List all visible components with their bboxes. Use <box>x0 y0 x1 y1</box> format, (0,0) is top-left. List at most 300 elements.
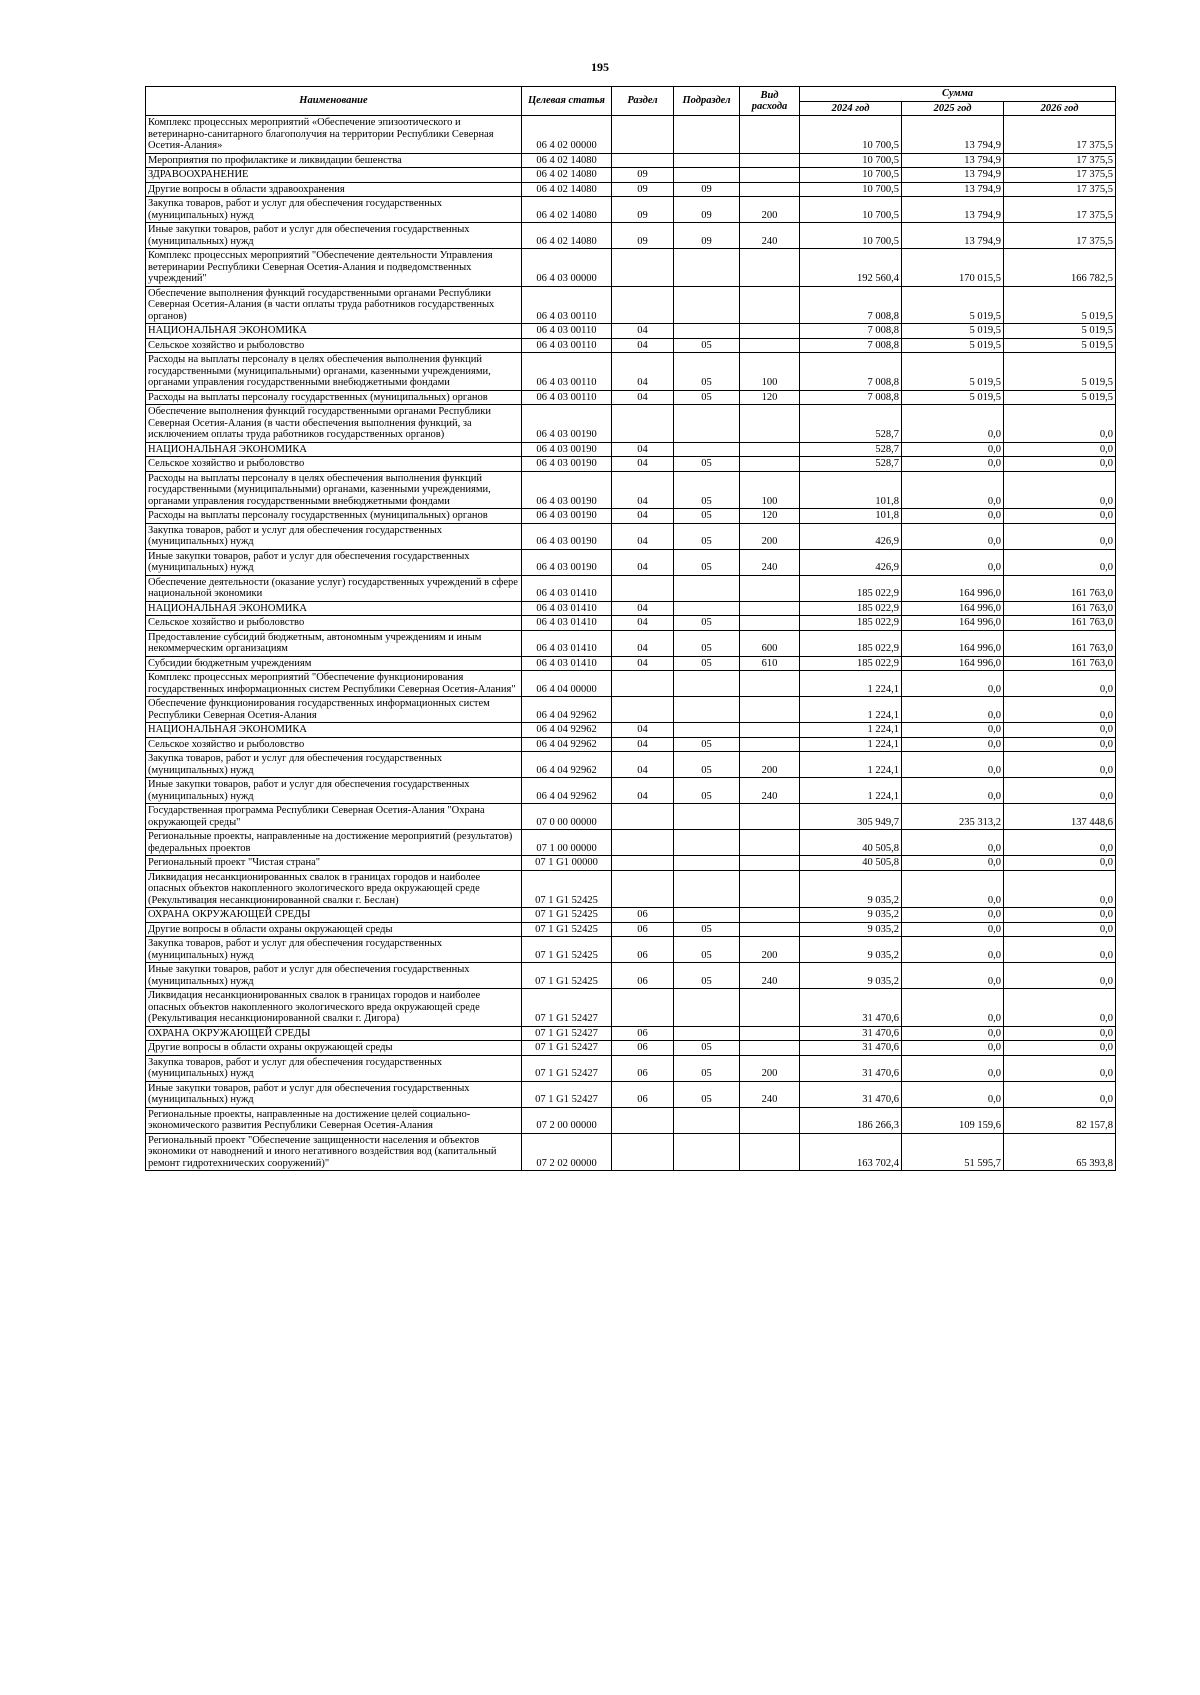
table-cell-2026: 0,0 <box>1004 671 1116 697</box>
table-cell-expense-type <box>740 989 800 1027</box>
table-cell-subsection <box>674 856 740 871</box>
table-row <box>146 405 1116 443</box>
table-cell-section: 06 <box>612 937 674 963</box>
table-row <box>146 601 1116 616</box>
table-cell-expense-type: 240 <box>740 549 800 575</box>
table-cell-subsection <box>674 168 740 183</box>
table-cell-subsection <box>674 989 740 1027</box>
table-cell-expense-type: 200 <box>740 197 800 223</box>
table-row <box>146 1081 1116 1107</box>
table-cell-2024: 1 224,1 <box>800 778 902 804</box>
table-cell-section: 09 <box>612 182 674 197</box>
table-cell-2025: 13 794,9 <box>902 197 1004 223</box>
table-cell-name: Обеспечение функционирования государственных информационных систем Республики Северная Осетия-Алания <box>146 697 522 723</box>
table-cell-target: 06 4 02 14080 <box>522 197 612 223</box>
table-cell-expense-type <box>740 1026 800 1041</box>
table-cell-expense-type <box>740 601 800 616</box>
budget-table <box>145 86 1116 1171</box>
table-cell-expense-type <box>740 324 800 339</box>
table-cell-subsection <box>674 405 740 443</box>
table-cell-expense-type <box>740 1041 800 1056</box>
table-cell-name: Обеспечение деятельности (оказание услуг) государственных учреждений в сфере национальной экономики <box>146 575 522 601</box>
table-cell-2024: 7 008,8 <box>800 353 902 391</box>
table-cell-expense-type <box>740 804 800 830</box>
table-cell-2025: 0,0 <box>902 442 1004 457</box>
table-cell-2024: 7 008,8 <box>800 286 902 324</box>
table-cell-target: 06 4 02 14080 <box>522 182 612 197</box>
table-cell-expense-type: 200 <box>740 523 800 549</box>
header-2024: 2024 год <box>800 101 902 116</box>
table-cell-name: Обеспечение выполнения функций государственными органами Республики Северная Осетия-Алания (в части обеспечения выполнения функций, за исключением оплаты труда работников государственных органов) <box>146 405 522 443</box>
table-row <box>146 353 1116 391</box>
table-cell-target: 07 1 G1 00000 <box>522 856 612 871</box>
table-cell-2025: 0,0 <box>902 856 1004 871</box>
table-cell-2026: 161 763,0 <box>1004 630 1116 656</box>
table-cell-2024: 163 702,4 <box>800 1133 902 1171</box>
table-cell-2024: 185 022,9 <box>800 630 902 656</box>
table-cell-2026: 0,0 <box>1004 457 1116 472</box>
table-cell-expense-type <box>740 1107 800 1133</box>
table-cell-2024: 9 035,2 <box>800 937 902 963</box>
table-cell-section <box>612 1133 674 1171</box>
table-row <box>146 723 1116 738</box>
table-cell-2024: 9 035,2 <box>800 870 902 908</box>
table-cell-subsection <box>674 153 740 168</box>
table-cell-section <box>612 405 674 443</box>
table-cell-section: 04 <box>612 457 674 472</box>
table-cell-expense-type <box>740 182 800 197</box>
table-cell-expense-type <box>740 737 800 752</box>
table-cell-2024: 1 224,1 <box>800 737 902 752</box>
table-cell-name: Иные закупки товаров, работ и услуг для обеспечения государственных (муниципальных) нужд <box>146 963 522 989</box>
table-cell-2026: 17 375,5 <box>1004 223 1116 249</box>
table-cell-target: 06 4 03 00190 <box>522 405 612 443</box>
table-cell-subsection: 05 <box>674 630 740 656</box>
table-cell-expense-type: 240 <box>740 778 800 804</box>
table-row <box>146 390 1116 405</box>
table-cell-section: 04 <box>612 523 674 549</box>
table-cell-2026: 0,0 <box>1004 937 1116 963</box>
table-row <box>146 442 1116 457</box>
table-cell-expense-type <box>740 870 800 908</box>
table-cell-2026: 17 375,5 <box>1004 116 1116 154</box>
table-cell-2026: 17 375,5 <box>1004 197 1116 223</box>
table-cell-subsection: 05 <box>674 457 740 472</box>
table-cell-2026: 0,0 <box>1004 509 1116 524</box>
table-cell-expense-type <box>740 575 800 601</box>
table-cell-section: 04 <box>612 737 674 752</box>
table-cell-section <box>612 671 674 697</box>
table-cell-target: 07 1 G1 52427 <box>522 1081 612 1107</box>
table-row <box>146 116 1116 154</box>
table-cell-2026: 0,0 <box>1004 908 1116 923</box>
table-cell-name: Другие вопросы в области охраны окружающей среды <box>146 922 522 937</box>
table-cell-name: Расходы на выплаты персоналу в целях обеспечения выполнения функций государственными (муниципальными) органами, казенными учреждениями, органами управления государственными внебюджетными фондами <box>146 471 522 509</box>
table-cell-target: 06 4 03 00110 <box>522 390 612 405</box>
table-cell-2024: 185 022,9 <box>800 656 902 671</box>
table-cell-subsection <box>674 1026 740 1041</box>
table-cell-section: 04 <box>612 752 674 778</box>
table-cell-section <box>612 856 674 871</box>
table-row <box>146 509 1116 524</box>
table-cell-2024: 10 700,5 <box>800 223 902 249</box>
table-cell-target: 06 4 04 92962 <box>522 723 612 738</box>
table-cell-subsection: 09 <box>674 197 740 223</box>
table-cell-2025: 0,0 <box>902 989 1004 1027</box>
table-row <box>146 922 1116 937</box>
table-cell-expense-type: 200 <box>740 752 800 778</box>
table-cell-section: 04 <box>612 324 674 339</box>
table-cell-subsection: 05 <box>674 1081 740 1107</box>
table-row <box>146 656 1116 671</box>
table-cell-2024: 185 022,9 <box>800 616 902 631</box>
table-cell-subsection: 05 <box>674 922 740 937</box>
table-cell-name: Региональные проекты, направленные на достижение мероприятий (результатов) федеральных проектов <box>146 830 522 856</box>
table-cell-subsection <box>674 1133 740 1171</box>
table-cell-name: Предоставление субсидий бюджетным, автономным учреждениям и иным некоммерческим организациям <box>146 630 522 656</box>
table-cell-subsection <box>674 601 740 616</box>
table-cell-2026: 65 393,8 <box>1004 1133 1116 1171</box>
table-cell-expense-type <box>740 616 800 631</box>
table-row <box>146 1041 1116 1056</box>
table-cell-2026: 17 375,5 <box>1004 153 1116 168</box>
table-cell-section <box>612 697 674 723</box>
table-cell-expense-type: 120 <box>740 390 800 405</box>
table-cell-section <box>612 116 674 154</box>
table-cell-section: 06 <box>612 1041 674 1056</box>
table-cell-expense-type <box>740 856 800 871</box>
table-cell-subsection <box>674 723 740 738</box>
table-cell-2024: 7 008,8 <box>800 324 902 339</box>
table-cell-name: Государственная программа Республики Северная Осетия-Алания "Охрана окружающей среды" <box>146 804 522 830</box>
table-cell-2025: 164 996,0 <box>902 656 1004 671</box>
table-cell-subsection: 05 <box>674 523 740 549</box>
table-cell-2026: 137 448,6 <box>1004 804 1116 830</box>
table-row <box>146 856 1116 871</box>
table-cell-name: Иные закупки товаров, работ и услуг для обеспечения государственных (муниципальных) нужд <box>146 778 522 804</box>
table-cell-target: 06 4 03 01410 <box>522 630 612 656</box>
table-cell-2025: 0,0 <box>902 405 1004 443</box>
table-cell-section: 06 <box>612 922 674 937</box>
table-cell-name: Сельское хозяйство и рыболовство <box>146 338 522 353</box>
table-cell-name: НАЦИОНАЛЬНАЯ ЭКОНОМИКА <box>146 723 522 738</box>
table-cell-2024: 10 700,5 <box>800 197 902 223</box>
table-row <box>146 671 1116 697</box>
table-cell-2025: 0,0 <box>902 697 1004 723</box>
table-cell-2025: 164 996,0 <box>902 630 1004 656</box>
table-cell-section: 06 <box>612 908 674 923</box>
table-cell-expense-type: 240 <box>740 1081 800 1107</box>
table-row <box>146 804 1116 830</box>
table-cell-2024: 426,9 <box>800 549 902 575</box>
table-cell-name: Иные закупки товаров, работ и услуг для обеспечения государственных (муниципальных) нужд <box>146 1081 522 1107</box>
table-cell-subsection: 05 <box>674 937 740 963</box>
table-cell-2025: 0,0 <box>902 1041 1004 1056</box>
table-cell-subsection: 05 <box>674 471 740 509</box>
table-cell-section <box>612 249 674 287</box>
table-cell-2025: 51 595,7 <box>902 1133 1004 1171</box>
table-cell-subsection <box>674 575 740 601</box>
table-cell-2025: 0,0 <box>902 549 1004 575</box>
header-2025: 2025 год <box>902 101 1004 116</box>
table-cell-2025: 0,0 <box>902 830 1004 856</box>
header-subsection: Подраздел <box>674 87 740 116</box>
table-cell-target: 06 4 02 14080 <box>522 223 612 249</box>
table-cell-subsection <box>674 324 740 339</box>
table-row <box>146 989 1116 1027</box>
table-cell-subsection <box>674 249 740 287</box>
table-cell-2026: 0,0 <box>1004 1041 1116 1056</box>
table-cell-2026: 5 019,5 <box>1004 286 1116 324</box>
table-cell-2026: 5 019,5 <box>1004 338 1116 353</box>
table-cell-target: 07 1 G1 52425 <box>522 908 612 923</box>
table-cell-2026: 0,0 <box>1004 870 1116 908</box>
table-cell-expense-type: 240 <box>740 223 800 249</box>
table-cell-section: 04 <box>612 442 674 457</box>
table-cell-target: 06 4 03 00110 <box>522 324 612 339</box>
table-cell-name: Сельское хозяйство и рыболовство <box>146 737 522 752</box>
table-cell-target: 07 1 G1 52427 <box>522 1026 612 1041</box>
table-cell-2024: 7 008,8 <box>800 338 902 353</box>
table-cell-2026: 0,0 <box>1004 523 1116 549</box>
table-cell-2024: 31 470,6 <box>800 989 902 1027</box>
table-cell-2024: 185 022,9 <box>800 575 902 601</box>
table-cell-target: 07 1 G1 52427 <box>522 1055 612 1081</box>
table-cell-name: Субсидии бюджетным учреждениям <box>146 656 522 671</box>
table-cell-2024: 186 266,3 <box>800 1107 902 1133</box>
table-cell-expense-type: 240 <box>740 963 800 989</box>
table-cell-2024: 7 008,8 <box>800 390 902 405</box>
table-cell-target: 06 4 03 01410 <box>522 575 612 601</box>
table-cell-section: 04 <box>612 509 674 524</box>
table-cell-2024: 1 224,1 <box>800 671 902 697</box>
table-cell-2025: 5 019,5 <box>902 338 1004 353</box>
table-cell-section: 04 <box>612 549 674 575</box>
table-row <box>146 1133 1116 1171</box>
table-cell-2024: 426,9 <box>800 523 902 549</box>
table-cell-expense-type <box>740 153 800 168</box>
table-row <box>146 523 1116 549</box>
table-cell-subsection: 05 <box>674 656 740 671</box>
table-cell-2025: 13 794,9 <box>902 116 1004 154</box>
table-cell-section: 09 <box>612 197 674 223</box>
table-cell-section: 04 <box>612 778 674 804</box>
table-cell-section: 04 <box>612 630 674 656</box>
table-row <box>146 737 1116 752</box>
table-cell-section: 04 <box>612 471 674 509</box>
table-cell-section: 06 <box>612 963 674 989</box>
table-cell-2026: 0,0 <box>1004 697 1116 723</box>
table-cell-expense-type <box>740 908 800 923</box>
table-cell-name: Иные закупки товаров, работ и услуг для обеспечения государственных (муниципальных) нужд <box>146 223 522 249</box>
table-cell-expense-type: 600 <box>740 630 800 656</box>
table-cell-subsection: 05 <box>674 737 740 752</box>
table-cell-2025: 5 019,5 <box>902 390 1004 405</box>
table-cell-2024: 9 035,2 <box>800 908 902 923</box>
table-row <box>146 575 1116 601</box>
table-cell-2026: 5 019,5 <box>1004 390 1116 405</box>
table-cell-2025: 109 159,6 <box>902 1107 1004 1133</box>
table-cell-target: 06 4 04 92962 <box>522 737 612 752</box>
table-row <box>146 197 1116 223</box>
table-row <box>146 338 1116 353</box>
table-cell-name: Ликвидация несанкционированных свалок в границах городов и наиболее опасных объектов накопленного экологического вреда окружающей среде (Рекультивация несанкционированной свалки г. Беслан) <box>146 870 522 908</box>
table-cell-2025: 0,0 <box>902 671 1004 697</box>
table-row <box>146 830 1116 856</box>
table-cell-2025: 0,0 <box>902 509 1004 524</box>
table-cell-name: Закупка товаров, работ и услуг для обеспечения государственных (муниципальных) нужд <box>146 523 522 549</box>
table-cell-target: 06 4 03 00190 <box>522 457 612 472</box>
table-cell-name: Иные закупки товаров, работ и услуг для обеспечения государственных (муниципальных) нужд <box>146 549 522 575</box>
table-body <box>146 116 1116 1171</box>
table-cell-target: 06 4 04 92962 <box>522 752 612 778</box>
table-cell-2026: 0,0 <box>1004 963 1116 989</box>
table-cell-expense-type <box>740 442 800 457</box>
table-cell-expense-type <box>740 697 800 723</box>
table-cell-name: Комплекс процессных мероприятий "Обеспечение деятельности Управления ветеринарии Республики Северная Осетия-Алания и подведомственных учреждений" <box>146 249 522 287</box>
table-cell-2025: 0,0 <box>902 937 1004 963</box>
table-cell-section <box>612 286 674 324</box>
table-cell-2024: 10 700,5 <box>800 168 902 183</box>
table-cell-expense-type <box>740 249 800 287</box>
table-cell-2025: 0,0 <box>902 870 1004 908</box>
table-cell-2024: 10 700,5 <box>800 182 902 197</box>
table-cell-subsection <box>674 442 740 457</box>
table-row <box>146 630 1116 656</box>
table-cell-2025: 0,0 <box>902 1081 1004 1107</box>
table-row <box>146 752 1116 778</box>
table-cell-name: ОХРАНА ОКРУЖАЮЩЕЙ СРЕДЫ <box>146 1026 522 1041</box>
table-cell-expense-type <box>740 457 800 472</box>
table-row <box>146 182 1116 197</box>
table-cell-2024: 185 022,9 <box>800 601 902 616</box>
table-cell-2025: 0,0 <box>902 737 1004 752</box>
table-cell-name: Обеспечение выполнения функций государственными органами Республики Северная Осетия-Алания (в части оплаты труда работников государственных органов) <box>146 286 522 324</box>
table-cell-2024: 10 700,5 <box>800 153 902 168</box>
table-cell-2025: 170 015,5 <box>902 249 1004 287</box>
table-cell-2024: 40 505,8 <box>800 830 902 856</box>
table-cell-2024: 31 470,6 <box>800 1041 902 1056</box>
table-cell-2024: 10 700,5 <box>800 116 902 154</box>
table-cell-2026: 0,0 <box>1004 1055 1116 1081</box>
table-cell-name: Закупка товаров, работ и услуг для обеспечения государственных (муниципальных) нужд <box>146 752 522 778</box>
table-cell-subsection <box>674 697 740 723</box>
table-cell-section <box>612 830 674 856</box>
table-cell-2025: 0,0 <box>902 457 1004 472</box>
table-cell-name: Закупка товаров, работ и услуг для обеспечения государственных (муниципальных) нужд <box>146 937 522 963</box>
table-cell-name: ЗДРАВООХРАНЕНИЕ <box>146 168 522 183</box>
table-cell-target: 07 0 00 00000 <box>522 804 612 830</box>
table-cell-2024: 31 470,6 <box>800 1026 902 1041</box>
table-cell-2026: 82 157,8 <box>1004 1107 1116 1133</box>
table-cell-name: Закупка товаров, работ и услуг для обеспечения государственных (муниципальных) нужд <box>146 1055 522 1081</box>
table-row <box>146 1026 1116 1041</box>
table-cell-section <box>612 153 674 168</box>
table-cell-2026: 5 019,5 <box>1004 324 1116 339</box>
table-cell-name: Региональный проект "Чистая страна" <box>146 856 522 871</box>
table-cell-section: 06 <box>612 1026 674 1041</box>
table-row <box>146 153 1116 168</box>
table-cell-name: НАЦИОНАЛЬНАЯ ЭКОНОМИКА <box>146 324 522 339</box>
table-cell-subsection: 09 <box>674 223 740 249</box>
table-cell-section: 06 <box>612 1081 674 1107</box>
table-cell-subsection: 05 <box>674 1041 740 1056</box>
table-cell-2026: 0,0 <box>1004 737 1116 752</box>
page-number: 195 <box>591 60 609 74</box>
table-cell-2024: 305 949,7 <box>800 804 902 830</box>
table-cell-target: 06 4 03 00110 <box>522 353 612 391</box>
header-name: Наименование <box>146 87 522 116</box>
table-cell-subsection <box>674 908 740 923</box>
table-cell-target: 06 4 03 00110 <box>522 338 612 353</box>
table-cell-subsection <box>674 286 740 324</box>
table-cell-2025: 13 794,9 <box>902 153 1004 168</box>
table-cell-2026: 166 782,5 <box>1004 249 1116 287</box>
table-cell-2025: 0,0 <box>902 908 1004 923</box>
table-cell-2025: 0,0 <box>902 523 1004 549</box>
table-cell-name: Другие вопросы в области здравоохранения <box>146 182 522 197</box>
table-cell-expense-type: 120 <box>740 509 800 524</box>
table-cell-section <box>612 989 674 1027</box>
table-cell-2026: 161 763,0 <box>1004 616 1116 631</box>
table-cell-2025: 5 019,5 <box>902 353 1004 391</box>
table-cell-target: 06 4 03 00000 <box>522 249 612 287</box>
table-cell-2026: 0,0 <box>1004 922 1116 937</box>
header-section: Раздел <box>612 87 674 116</box>
table-cell-expense-type: 610 <box>740 656 800 671</box>
header-row <box>146 87 1116 102</box>
table-cell-2026: 0,0 <box>1004 549 1116 575</box>
table-cell-section: 06 <box>612 1055 674 1081</box>
table-row <box>146 937 1116 963</box>
table-cell-name: Ликвидация несанкционированных свалок в границах городов и наиболее опасных объектов накопленного экологического вреда окружающей среде (Рекультивация несанкционированной свалки г. Дигора) <box>146 989 522 1027</box>
table-cell-subsection: 05 <box>674 1055 740 1081</box>
table-cell-target: 07 2 00 00000 <box>522 1107 612 1133</box>
table-cell-subsection: 05 <box>674 549 740 575</box>
table-cell-target: 07 2 02 00000 <box>522 1133 612 1171</box>
table-cell-name: Расходы на выплаты персоналу в целях обеспечения выполнения функций государственными (муниципальными) органами, казенными учреждениями, органами управления государственными внебюджетными фондами <box>146 353 522 391</box>
table-cell-expense-type <box>740 405 800 443</box>
table-cell-section: 09 <box>612 168 674 183</box>
table-cell-2026: 0,0 <box>1004 723 1116 738</box>
table-cell-2025: 0,0 <box>902 1055 1004 1081</box>
table-cell-name: Расходы на выплаты персоналу государственных (муниципальных) органов <box>146 509 522 524</box>
table-row <box>146 223 1116 249</box>
table-cell-target: 06 4 03 00190 <box>522 509 612 524</box>
table-cell-target: 06 4 02 00000 <box>522 116 612 154</box>
table-cell-target: 07 1 G1 52427 <box>522 1041 612 1056</box>
table-cell-name: Комплекс процессных мероприятий «Обеспечение эпизоотического и ветеринарно-санитарного благополучия на территории Республики Северная Осетия-Алания» <box>146 116 522 154</box>
table-cell-2025: 235 313,2 <box>902 804 1004 830</box>
table-cell-subsection: 09 <box>674 182 740 197</box>
table-cell-2025: 164 996,0 <box>902 616 1004 631</box>
table-cell-target: 06 4 04 92962 <box>522 697 612 723</box>
table-cell-subsection: 05 <box>674 509 740 524</box>
table-cell-name: Расходы на выплаты персоналу государственных (муниципальных) органов <box>146 390 522 405</box>
table-cell-2024: 1 224,1 <box>800 723 902 738</box>
table-cell-2024: 528,7 <box>800 442 902 457</box>
table-cell-2024: 31 470,6 <box>800 1055 902 1081</box>
table-row <box>146 286 1116 324</box>
table-cell-2025: 5 019,5 <box>902 286 1004 324</box>
table-row <box>146 324 1116 339</box>
table-row <box>146 616 1116 631</box>
table-cell-section: 04 <box>612 338 674 353</box>
table-cell-expense-type <box>740 723 800 738</box>
table-cell-2026: 0,0 <box>1004 752 1116 778</box>
table-cell-2025: 164 996,0 <box>902 601 1004 616</box>
table-cell-2024: 1 224,1 <box>800 752 902 778</box>
